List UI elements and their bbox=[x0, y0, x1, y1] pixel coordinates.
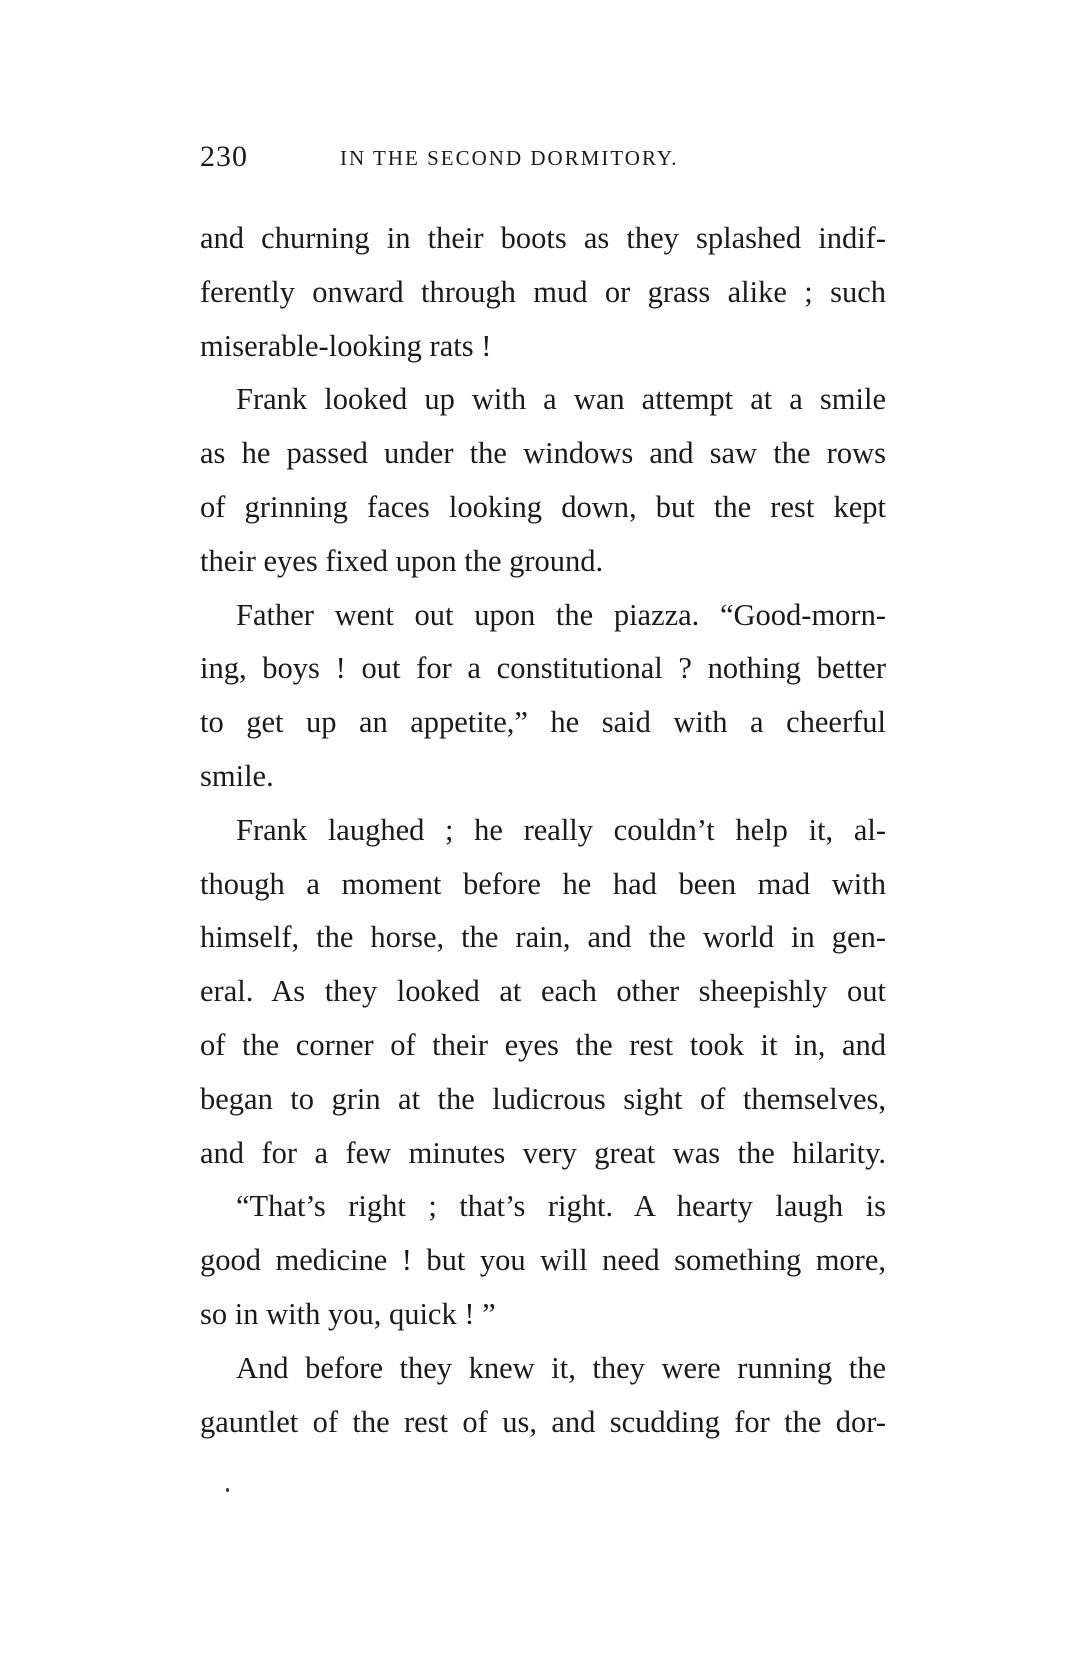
ink-speck bbox=[226, 1488, 229, 1492]
text-line: miserable-looking rats ! bbox=[200, 328, 492, 363]
text-line: began to grin at the ludicrous sight of themselves, bbox=[200, 1081, 886, 1116]
text-line: though a moment before he had been mad with bbox=[200, 866, 886, 901]
text-line: himself, the horse, the rain, and the world in gen- bbox=[200, 920, 886, 955]
running-title: IN THE SECOND DORMITORY. bbox=[340, 146, 679, 170]
text-line: ing, boys ! out for a constitutional ? nothing better bbox=[200, 651, 886, 686]
text-line: And before they knew it, they were running the bbox=[236, 1350, 886, 1385]
text-line: Father went out upon the piazza. “Good-morn- bbox=[236, 597, 886, 632]
body-text bbox=[200, 212, 886, 1449]
text-line: their eyes fixed upon the ground. bbox=[200, 543, 604, 578]
text-line: so in with you, quick ! ” bbox=[200, 1296, 496, 1331]
text-line: ferently onward through mud or grass alike ; such bbox=[200, 274, 886, 309]
text-line: smile. bbox=[200, 758, 274, 793]
text-line: eral. As they looked at each other sheepishly out bbox=[200, 974, 886, 1009]
text-line: and for a few minutes very great was the hilarity. bbox=[200, 1135, 886, 1170]
text-line: gauntlet of the rest of us, and scudding for the dor- bbox=[200, 1404, 886, 1439]
text-line: Frank laughed ; he really couldn’t help it, al- bbox=[236, 812, 886, 847]
text-line: “That’s right ; that’s right. A hearty laugh is bbox=[236, 1189, 886, 1224]
text-line: as he passed under the windows and saw the rows bbox=[200, 436, 886, 471]
text-line: Frank looked up with a wan attempt at a smile bbox=[236, 382, 886, 417]
text-line: of the corner of their eyes the rest took it in, and bbox=[200, 1027, 886, 1062]
text-line: to get up an appetite,” he said with a cheerful bbox=[200, 705, 886, 740]
page-number: 230 bbox=[200, 140, 248, 173]
text-line: of grinning faces looking down, but the rest kept bbox=[200, 489, 886, 524]
running-head bbox=[200, 140, 890, 180]
text-line: and churning in their boots as they splashed indif- bbox=[200, 221, 886, 255]
text-line: good medicine ! but you will need something more, bbox=[200, 1243, 886, 1278]
